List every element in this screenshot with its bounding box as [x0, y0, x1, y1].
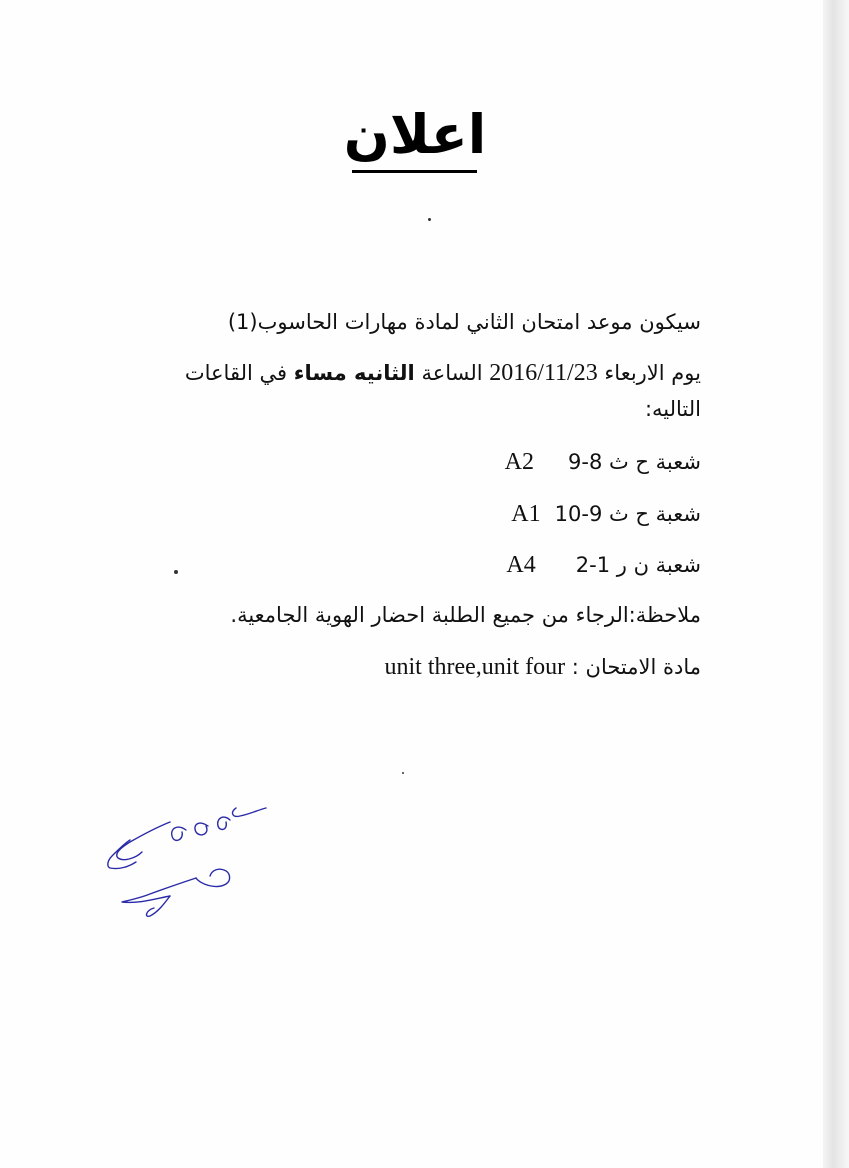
exam-date: 2016/11/23 [489, 360, 598, 386]
subject-units: unit three,unit four [384, 654, 566, 680]
section-row [506, 550, 701, 580]
exam-subject-line [384, 652, 701, 682]
document-title: اعلان [343, 103, 487, 166]
section-room: A4 [506, 552, 536, 578]
title-underline [352, 170, 477, 173]
exam-time: الثانيه مساء [293, 361, 415, 385]
section-label: شعبة ن ر 1-2 [575, 553, 701, 577]
section-label: شعبة ح ث 9-10 [554, 502, 701, 526]
handwritten-signature [100, 800, 280, 930]
rooms-text: في القاعات [184, 361, 288, 385]
scan-speck [174, 570, 178, 574]
scanner-edge-shadow [823, 0, 849, 1168]
exam-announcement-line: سيكون موعد امتحان الثاني لمادة مهارات الحاسوب(1) [227, 310, 701, 334]
scan-speck [402, 772, 404, 774]
section-label: شعبة ح ث 8-9 [567, 450, 701, 474]
following-label: التاليه: [644, 397, 701, 421]
day-text: يوم الاربعاء [604, 361, 701, 385]
section-room: A1 [511, 501, 541, 527]
section-room: A2 [504, 449, 534, 475]
section-row [505, 447, 701, 477]
subject-label: مادة الامتحان : [571, 655, 701, 679]
time-label: الساعة [421, 361, 483, 385]
section-row [511, 499, 701, 529]
note-line: ملاحظة:الرجاء من جميع الطلبة احضار الهوية الجامعية. [230, 603, 701, 627]
scan-speck [428, 218, 431, 221]
exam-date-line [185, 358, 701, 388]
